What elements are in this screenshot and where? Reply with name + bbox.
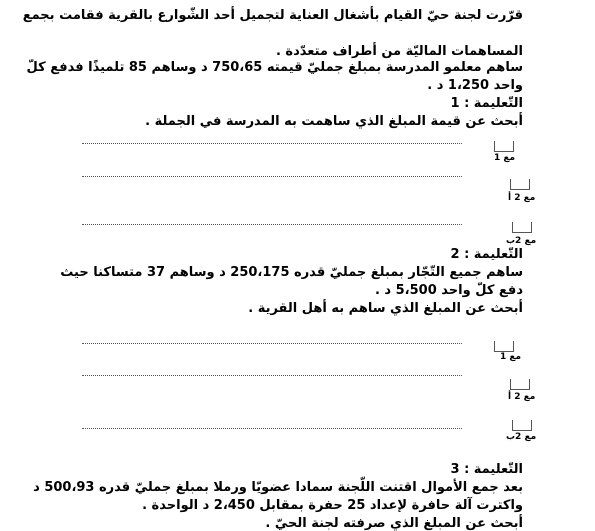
task2-line-2: دفع كلّ واحد 5،500 د . [374,283,523,298]
answer-line [82,224,462,225]
task3-heading: التّعليمة : 3 [450,462,523,477]
criterion-box [512,222,532,233]
intro-line-1: قرّرت لجنة حيّ القيام بأشغال العناية لتجميل أحد الشّوارع بالقرية فقامت بجمع [22,8,523,23]
criterion-label: مع 2ب [506,432,537,442]
answer-line [82,428,462,429]
criterion-label: مع 1 [500,352,522,362]
answer-line [82,343,462,344]
criterion-box [494,341,514,352]
task2-line-1: ساهم جميع التّجّار بمبلغ جمليّ قدره 250،175 د وساهم 37 متساكنا حيث [60,265,523,280]
criterion-box [510,179,530,190]
task2-heading: التّعليمة : 2 [450,247,523,262]
answer-line [82,143,462,144]
task2-instruction: أبحث عن المبلغ الذي ساهم به أهل القرية . [248,301,523,316]
task1-instruction: أبحث عن قيمة المبلغ الذي ساهمت به المدرسة في الجملة . [145,114,523,129]
criterion-box [510,379,530,390]
answer-line [82,176,462,177]
intro-line-4: واحد 1،250 د . [427,78,523,93]
criterion-box [494,141,514,152]
criterion-box [512,420,532,431]
task1-heading: التّعليمة : 1 [450,96,523,111]
task3-line-3: أبحث عن المبلغ الذي صرفته لجنة الحيّ . [265,516,523,531]
task3-line-1: بعد جمع الأموال اقتنت اللّجنة سمادا عضويّا ورملا بمبلغ جمليّ قدره 500،93 د [33,480,523,495]
criterion-label: مع 2 أ [508,392,536,402]
intro-line-3: ساهم معلمو المدرسة بمبلغ جمليّ قيمته 750،65 د وساهم 85 تلميذًا فدفع كلّ [26,60,523,75]
criterion-label: مع 2ب [506,236,537,246]
answer-line [82,375,462,376]
intro-line-2: المساهمات الماليّة من أطراف متعدّدة . [275,44,523,59]
criterion-label: مع 1 [494,153,516,163]
criterion-label: مع 2 أ [508,193,536,203]
task3-line-2: واكترت آلة حافرة لإعداد 25 حفرة بمقابل 2،450 د الواحدة . [142,498,523,513]
